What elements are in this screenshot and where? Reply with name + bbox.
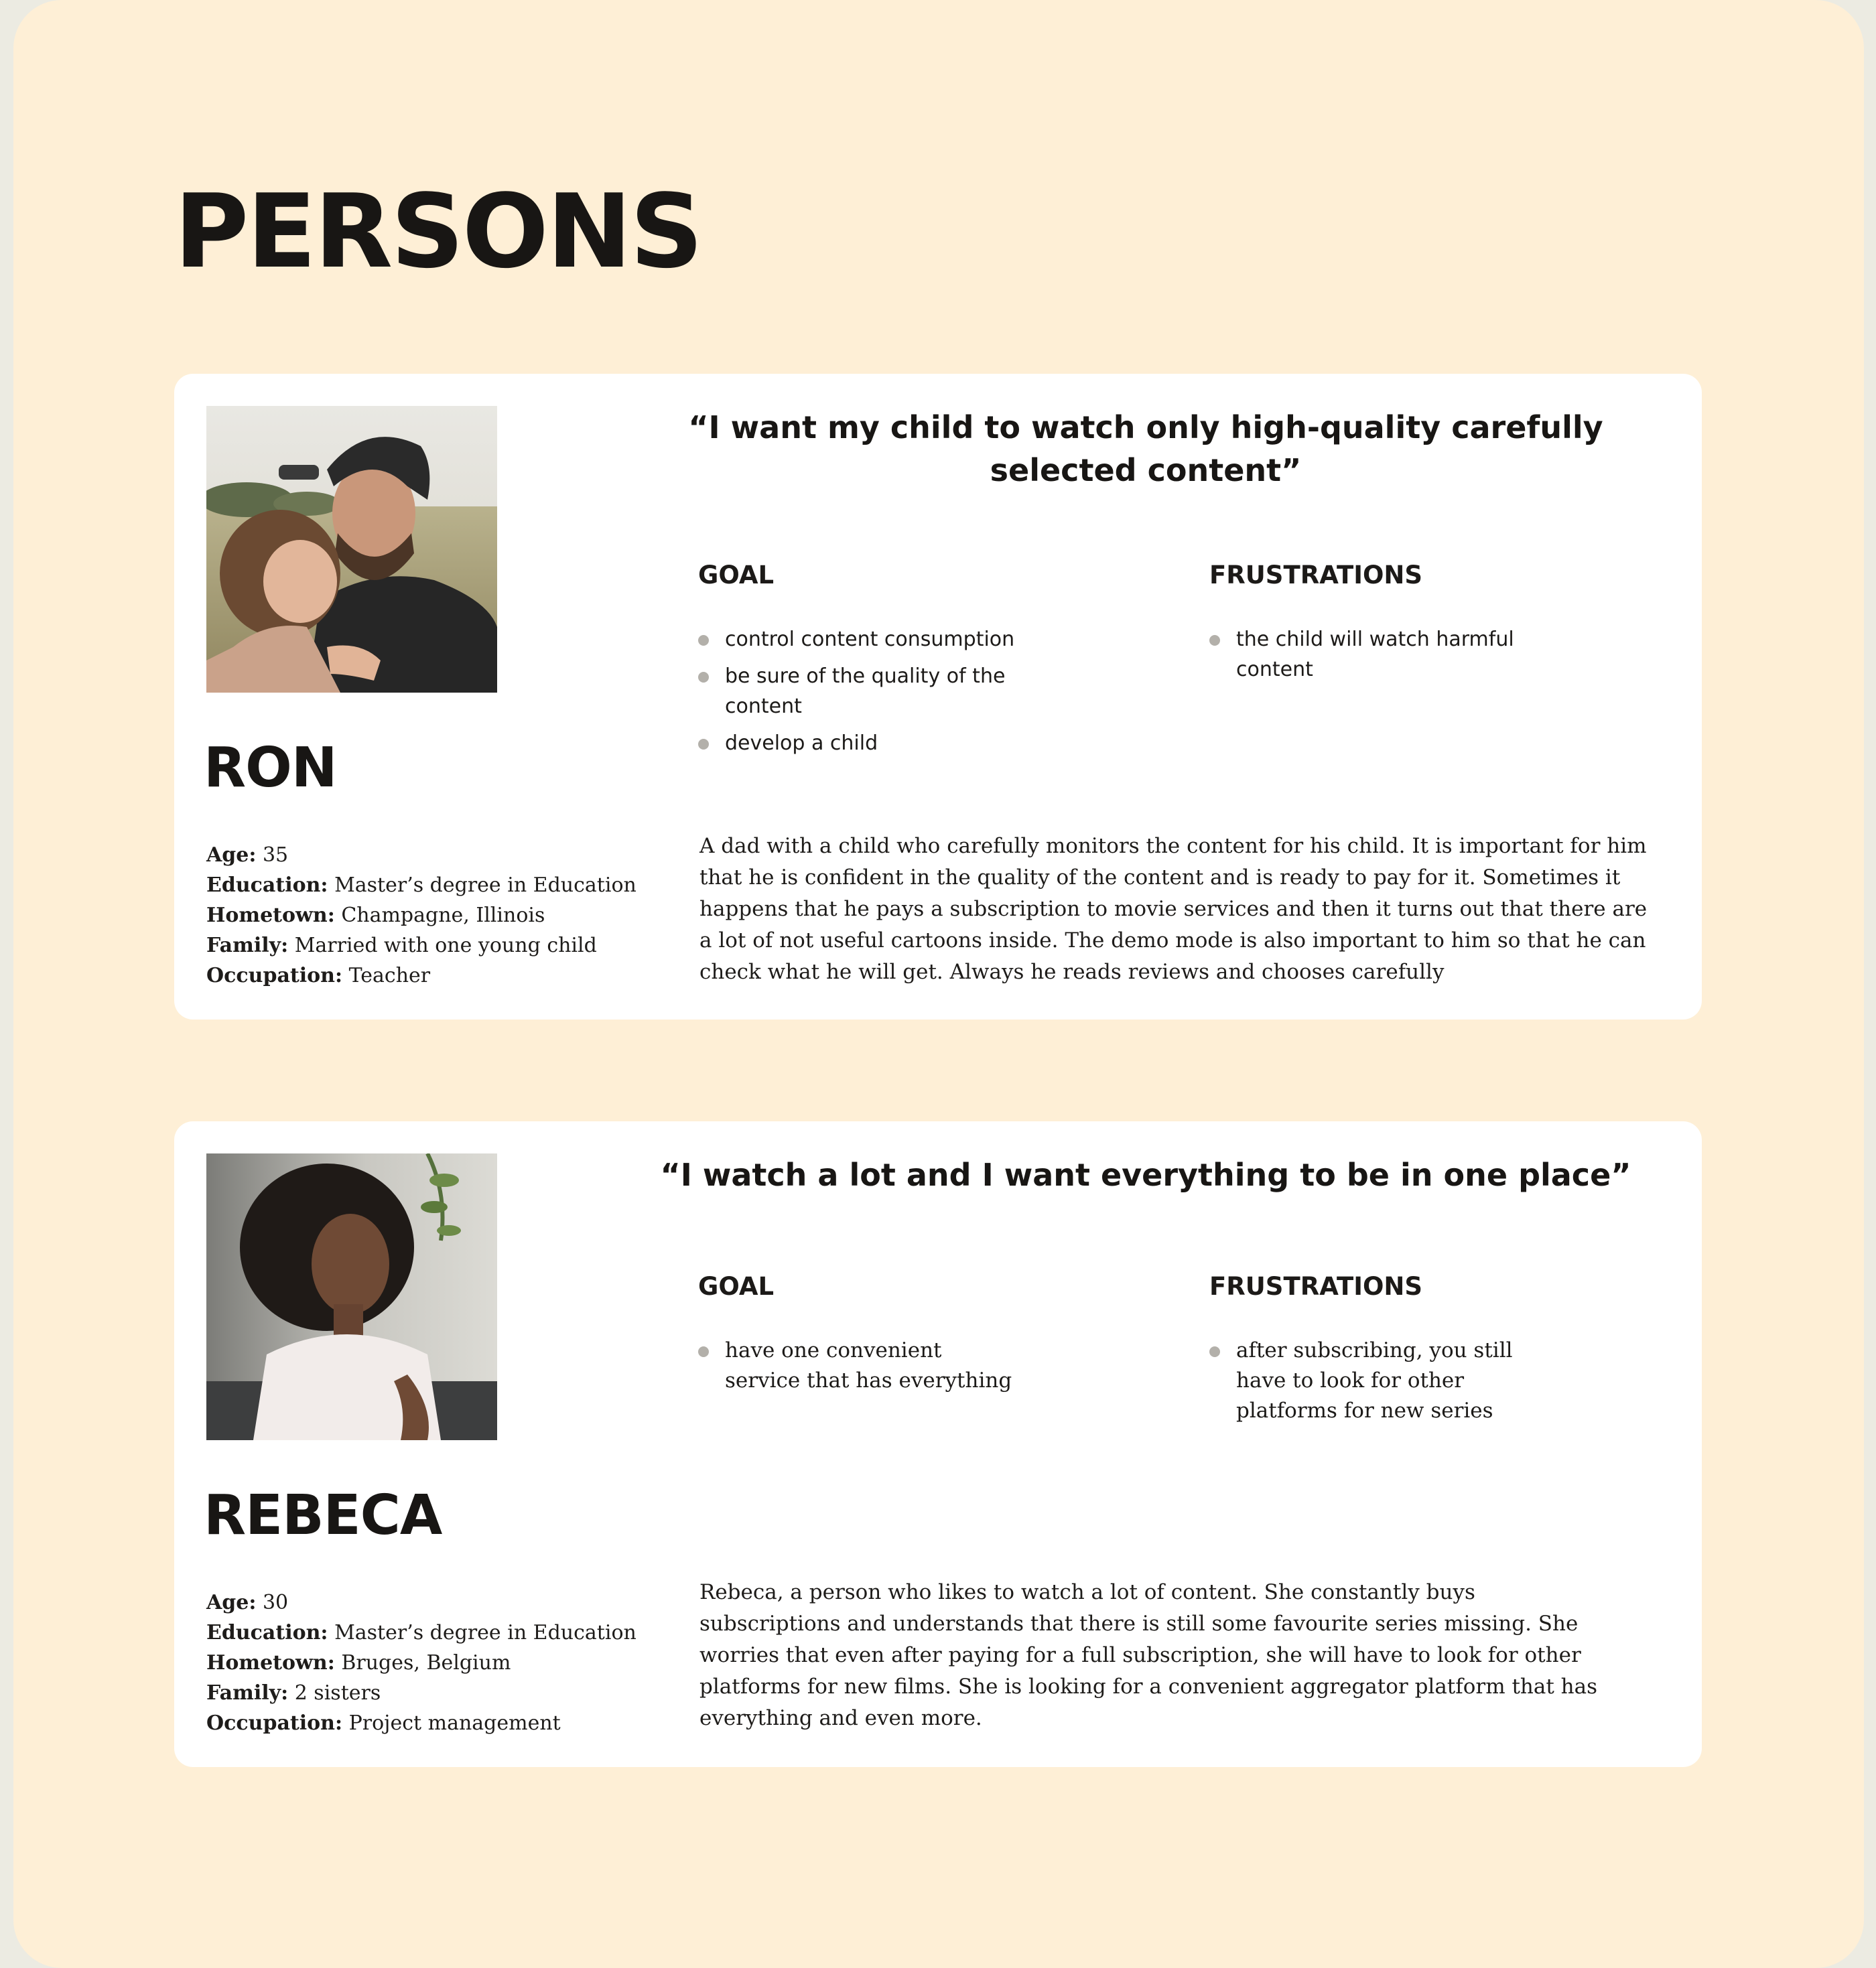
frustrations-list (1209, 624, 1531, 691)
persona-quote: “I watch a lot and I want everything to be in one place” (660, 1157, 1631, 1193)
fact-value: Champagne, Illinois (341, 904, 545, 927)
fact-occupation (206, 1708, 649, 1738)
persona-card-rebeca (174, 1121, 1702, 1767)
persona-name: REBECA (204, 1484, 442, 1547)
page-title: PERSONS (174, 172, 701, 291)
page-canvas (13, 0, 1864, 1968)
fact-occupation (206, 961, 649, 991)
fact-label: Education: (206, 1621, 328, 1644)
frustration-item: the child will watch harmful content (1209, 624, 1531, 685)
goal-list (698, 624, 1020, 765)
fact-label: Family: (206, 1681, 289, 1705)
fact-label: Occupation: (206, 1711, 343, 1735)
goal-item: have one convenient service that has everything (698, 1336, 1013, 1396)
fact-label: Hometown: (206, 904, 335, 927)
persona-name: RON (204, 736, 337, 800)
persona-card-ron (174, 374, 1702, 1020)
fact-family (206, 930, 649, 961)
frustrations-heading: FRUSTRATIONS (1209, 561, 1423, 589)
goal-item: control content consumption (698, 624, 1020, 654)
fact-value: Married with one young child (294, 934, 597, 957)
fact-label: Family: (206, 934, 289, 957)
goal-list (698, 1336, 1013, 1403)
fact-label: Hometown: (206, 1651, 335, 1675)
frustrations-list (1209, 1336, 1524, 1433)
fact-value: Teacher (348, 964, 431, 987)
fact-value: 30 (262, 1591, 289, 1614)
fact-age (206, 840, 649, 870)
persona-facts (206, 1588, 649, 1738)
fact-value: 2 sisters (294, 1681, 381, 1705)
smiling-woman-photo (206, 1153, 497, 1440)
fact-label: Education: (206, 873, 328, 897)
persona-description: A dad with a child who carefully monitors the content for his child. It is important for him that he is confident in the quality of the content and is ready to pay for it. Sometimes it happens that he pays a subscription to movie services and then it turns out that there are a lot of not useful cartoons inside. The demo mode is also important to him so that he can check what he will get. Always he reads reviews and chooses carefully (699, 834, 1648, 984)
goal-item: develop a child (698, 728, 1020, 758)
fact-value: 35 (262, 843, 289, 867)
persona-facts (206, 840, 649, 991)
fact-value: Master’s degree in Education (334, 1621, 636, 1644)
fact-label: Age: (206, 843, 257, 867)
fact-hometown (206, 1648, 649, 1678)
goal-heading: GOAL (698, 1272, 775, 1301)
fact-hometown (206, 900, 649, 930)
goal-item: be sure of the quality of the content (698, 661, 1020, 721)
frustration-item: after subscribing, you still have to look for other platforms for new series (1209, 1336, 1524, 1426)
persona-quote: “I want my child to watch only high-quality carefully selected content” (688, 409, 1603, 488)
persona-description: Rebeca, a person who likes to watch a lot of content. She constantly buys subscriptions and understands that there is still some favourite series missing. She worries that even after paying for a full subscription, she will have to look for other platforms for new films. She is looking for a convenient aggregator platform that has everything and even more. (699, 1580, 1598, 1730)
goal-heading: GOAL (698, 561, 775, 589)
fact-education (206, 1618, 649, 1648)
fact-education (206, 870, 649, 900)
fact-label: Age: (206, 1591, 257, 1614)
fact-age (206, 1588, 649, 1618)
fact-label: Occupation: (206, 964, 343, 987)
father-hugging-child-photo (206, 406, 497, 693)
fact-family (206, 1678, 649, 1708)
frustrations-heading: FRUSTRATIONS (1209, 1272, 1423, 1301)
fact-value: Master’s degree in Education (334, 873, 636, 897)
fact-value: Project management (348, 1711, 561, 1735)
fact-value: Bruges, Belgium (341, 1651, 511, 1675)
